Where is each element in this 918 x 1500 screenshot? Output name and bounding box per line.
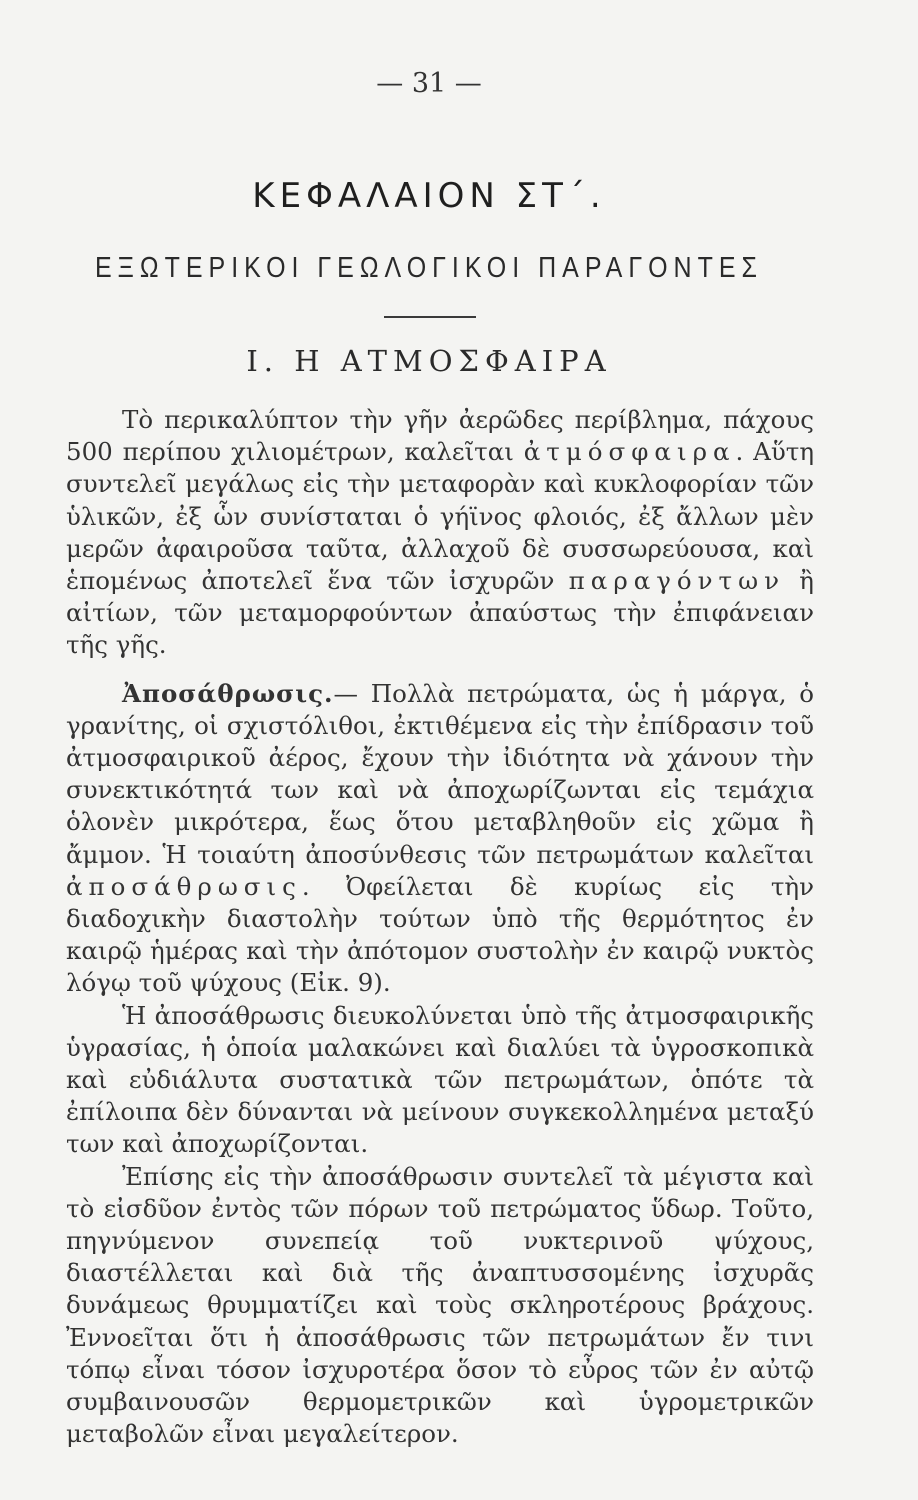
emphasized-term: ἀποσάθρωσις xyxy=(66,871,302,901)
title-divider xyxy=(384,316,476,318)
page-number: — 31 — xyxy=(376,68,482,99)
chapter-subtitle: ΕΞΩΤΕΡΙΚΟΙ ΓΕΩΛΟΓΙΚΟΙ ΠΑΡΑΓΟΝΤΕΣ xyxy=(94,251,764,285)
emphasized-term: ἀτμόσφαιρα xyxy=(523,437,736,467)
paragraph-text: ἢ αἰτίων, τῶν μεταμορφούντων ἀπαύστως τὴν ἐπιφάνειαν τῆς γῆς. xyxy=(66,566,814,660)
paragraph-humidity: Ἡ ἀποσάθρωσις διευκολύνεται ὑπὸ τῆς ἀτμοσφαιρικῆς ὑγρασίας, ἡ ὁποία μαλακώνει καὶ διαλύει τὰ ὑγροσκοπικὰ καὶ εὐδιάλυτα συστατικὰ τῶν πετρωμάτων, ὁπότε τὰ ἐπίλοιπα δὲν δύνανται νὰ μείνουν συγκεκολλημένα μεταξύ των καὶ ἀποχωρίζονται. xyxy=(66,1000,814,1159)
body-text xyxy=(66,404,814,1451)
paragraph-text: — Πολλὰ πετρώματα, ὡς ἡ μάργα, ὁ γρανίτης, οἱ σχιστόλιθοι, ἐκτιθέμενα εἰς τὴν ἐπίδρασιν τοῦ ἀτμοσφαιρικοῦ ἀέρος, ἔχουν τὴν ἰδιότητα νὰ χάνουν τὴν συνεκτικότητά των καὶ νὰ ἀποχωρίζωνται εἰς τεμάχια ὁλονὲν μικρότερα, ἕως ὅτου μεταβληθοῦν εἰς χῶμα ἢ ἄμμον. Ἡ τοιαύτη ἀποσύνθεσις τῶν πετρωμάτων καλεῖται xyxy=(66,678,814,869)
emphasized-term: παραγόντων xyxy=(568,566,785,596)
paragraph-weathering xyxy=(66,678,814,1000)
run-in-heading: Ἀποσάθρωσις. xyxy=(122,678,334,708)
paragraph-text: Τὸ περικαλύπτον τὴν γῆν ἀερῶδες περίβλημα, πάχους 500 περίπου χιλιομέτρων, καλεῖται xyxy=(66,405,814,467)
paragraph-atmosphere xyxy=(66,404,814,662)
paragraph-text: . Αὕτη συντελεῖ μεγάλως εἰς τὴν μεταφορὰν καὶ κυκλοφορίαν τῶν ὑλικῶν, ἐξ ὧν συνίσταται ὁ γήϊνος φλοιός, ἐξ ἄλλων μὲν μερῶν ἀφαιροῦσα ταῦτα, ἀλλαχοῦ δὲ συσσωρεύουσα, καὶ ἑπομένως ἀποτελεῖ ἕνα τῶν ἰσχυρῶν xyxy=(66,437,814,596)
paragraph-water: Ἐπίσης εἰς τὴν ἀποσάθρωσιν συντελεῖ τὰ μέγιστα καὶ τὸ εἰσδῦον ἐντὸς τῶν πόρων τοῦ πετρώματος ὕδωρ. Τοῦτο, πηγνύμενον συνεπείᾳ τοῦ νυκτερινοῦ ψύχους, διαστέλλεται καὶ διὰ τῆς ἀναπτυσσομένης ἰσχυρᾶς δυνάμεως θρυμματίζει καὶ τοὺς σκληροτέρους βράχους. Ἐννοεῖται ὅτι ἡ ἀποσάθρωσις τῶν πετρωμάτων ἔν τινι τόπῳ εἶναι τόσον ἰσχυροτέρα ὅσον τὸ εὖρος τῶν ἐν αὐτῷ συμβαινουσῶν θερμομετρικῶν καὶ ὑγρομετρικῶν μεταβολῶν εἶναι μεγαλείτερον. xyxy=(66,1161,814,1449)
chapter-title: ΚΕΦΑΛΑΙΟΝ ΣΤ΄. xyxy=(252,176,606,216)
paragraph-text: . Ὀφείλεται δὲ κυρίως εἰς τὴν διαδοχικὴν διαστολὴν τούτων ὑπὸ τῆς θερμότητος ἐν καιρῷ ἡμέρας καὶ τὴν ἀπότομον συστολὴν ἐν καιρῷ νυκτὸς λόγῳ τοῦ ψύχους (Εἰκ. 9). xyxy=(66,871,814,998)
section-title: Ι. Η ΑΤΜΟΣΦΑΙΡΑ xyxy=(246,344,612,378)
